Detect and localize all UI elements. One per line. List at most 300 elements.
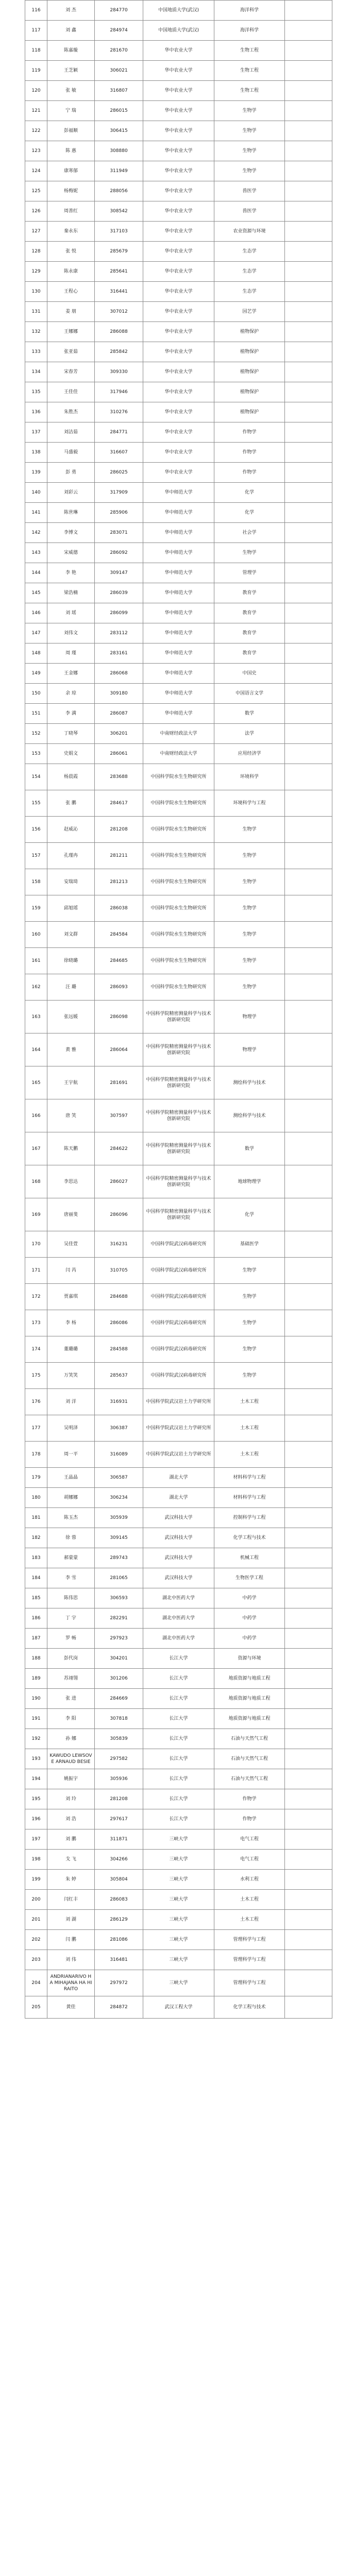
name-cell: 戈 飞 <box>47 1850 95 1870</box>
table-row <box>25 342 332 362</box>
table-row <box>25 1588 332 1608</box>
name-cell: 陈嘉璇 <box>47 41 95 61</box>
row-number-cell: 141 <box>25 503 47 523</box>
institution-cell: 三峡大学 <box>143 1870 214 1890</box>
note-cell <box>285 402 332 422</box>
note-cell <box>285 422 332 443</box>
table-row <box>25 922 332 948</box>
note-cell <box>285 724 332 744</box>
major-cell: 生物学 <box>214 869 285 895</box>
note-cell <box>285 1568 332 1588</box>
id-cell: 286015 <box>95 101 143 121</box>
major-cell: 生物学 <box>214 161 285 181</box>
row-number-cell: 158 <box>25 869 47 895</box>
row-number-cell: 126 <box>25 201 47 222</box>
id-cell: 316089 <box>95 1442 143 1468</box>
major-cell: 生物学 <box>214 1310 285 1336</box>
institution-cell: 武汉科技大学 <box>143 1508 214 1528</box>
table-row <box>25 262 332 282</box>
institution-cell: 华中农业大学 <box>143 101 214 121</box>
row-number-cell: 205 <box>25 1996 47 2019</box>
table-row <box>25 1258 332 1284</box>
note-cell <box>285 704 332 724</box>
name-cell: 唐丽斐 <box>47 1198 95 1231</box>
major-cell: 化学工程与技术 <box>214 1996 285 2019</box>
table-row <box>25 1284 332 1310</box>
institution-cell: 中国地质大学(武汉) <box>143 1 214 21</box>
name-cell: 苏翊翎 <box>47 1669 95 1689</box>
id-cell: 316931 <box>95 1389 143 1415</box>
institution-cell: 中国科学院水生生物研究所 <box>143 790 214 817</box>
note-cell <box>285 1528 332 1548</box>
institution-cell: 华中师范大学 <box>143 543 214 563</box>
row-number-cell: 165 <box>25 1066 47 1099</box>
major-cell: 数学 <box>214 704 285 724</box>
major-cell: 教育学 <box>214 623 285 643</box>
table-row <box>25 1829 332 1850</box>
major-cell: 化学 <box>214 483 285 503</box>
major-cell: 数学 <box>214 1132 285 1165</box>
row-number-cell: 155 <box>25 790 47 817</box>
note-cell <box>285 664 332 684</box>
note-cell <box>285 895 332 922</box>
row-number-cell: 130 <box>25 282 47 302</box>
name-cell: 刘 杰 <box>47 1 95 21</box>
row-number-cell: 143 <box>25 543 47 563</box>
major-cell: 生物工程 <box>214 41 285 61</box>
id-cell: 284974 <box>95 21 143 41</box>
name-cell: 胡娜娜 <box>47 1488 95 1508</box>
table-row <box>25 503 332 523</box>
id-cell: 306387 <box>95 1415 143 1442</box>
id-cell: 285679 <box>95 242 143 262</box>
row-number-cell: 173 <box>25 1310 47 1336</box>
table-row <box>25 141 332 161</box>
name-cell: 张 鹏 <box>47 790 95 817</box>
note-cell <box>285 1198 332 1231</box>
row-number-cell: 160 <box>25 922 47 948</box>
major-cell: 资源与环境 <box>214 1649 285 1669</box>
institution-cell: 中国科学院武汉病毒研究所 <box>143 1284 214 1310</box>
major-cell: 材料科学与工程 <box>214 1488 285 1508</box>
table-row <box>25 1099 332 1132</box>
id-cell: 305939 <box>95 1508 143 1528</box>
id-cell: 316441 <box>95 282 143 302</box>
institution-cell: 华中师范大学 <box>143 704 214 724</box>
table-row <box>25 603 332 623</box>
row-number-cell: 190 <box>25 1689 47 1709</box>
row-number-cell: 129 <box>25 262 47 282</box>
id-cell: 284771 <box>95 422 143 443</box>
id-cell: 286093 <box>95 974 143 1001</box>
row-number-cell: 191 <box>25 1709 47 1729</box>
table-row <box>25 1930 332 1950</box>
name-cell: 刘伟文 <box>47 623 95 643</box>
name-cell: 刘彩云 <box>47 483 95 503</box>
note-cell <box>285 1970 332 1996</box>
name-cell: 刘 鹏 <box>47 1829 95 1850</box>
major-cell: 作物学 <box>214 443 285 463</box>
id-cell: 288056 <box>95 181 143 201</box>
name-cell: 徐 蓉 <box>47 1528 95 1548</box>
note-cell <box>285 1608 332 1629</box>
institution-cell: 三峡大学 <box>143 1970 214 1996</box>
id-cell: 297582 <box>95 1749 143 1769</box>
id-cell: 286039 <box>95 583 143 603</box>
table-row <box>25 974 332 1001</box>
row-number-cell: 144 <box>25 563 47 583</box>
note-cell <box>285 1231 332 1258</box>
table-row <box>25 1950 332 1970</box>
table-body <box>25 1 332 2019</box>
major-cell: 环境科学 <box>214 764 285 790</box>
table-row <box>25 623 332 643</box>
table-row <box>25 161 332 181</box>
institution-cell: 三峡大学 <box>143 1910 214 1930</box>
note-cell <box>285 1508 332 1528</box>
id-cell: 281208 <box>95 817 143 843</box>
table-row <box>25 222 332 242</box>
institution-cell: 华中农业大学 <box>143 362 214 382</box>
major-cell: 生物学 <box>214 141 285 161</box>
name-cell: 闫 鹏 <box>47 1930 95 1950</box>
institution-cell: 中国科学院水生生物研究所 <box>143 843 214 869</box>
table-row <box>25 242 332 262</box>
table-row <box>25 1910 332 1930</box>
note-cell <box>285 1629 332 1649</box>
name-cell: 周一平 <box>47 1442 95 1468</box>
major-cell: 土木工程 <box>214 1415 285 1442</box>
row-number-cell: 125 <box>25 181 47 201</box>
note-cell <box>285 1789 332 1809</box>
major-cell: 应用经济学 <box>214 744 285 764</box>
row-number-cell: 183 <box>25 1548 47 1568</box>
note-cell <box>285 523 332 543</box>
id-cell: 311949 <box>95 161 143 181</box>
note-cell <box>285 1829 332 1850</box>
note-cell <box>285 81 332 101</box>
row-number-cell: 203 <box>25 1950 47 1970</box>
name-cell: 李博文 <box>47 523 95 543</box>
id-cell: 311871 <box>95 1829 143 1850</box>
row-number-cell: 175 <box>25 1363 47 1389</box>
note-cell <box>285 1910 332 1930</box>
table-row <box>25 402 332 422</box>
institution-cell: 中国科学院精密测量科学与技术创新研究院 <box>143 1066 214 1099</box>
id-cell: 307012 <box>95 302 143 322</box>
table-row <box>25 664 332 684</box>
major-cell: 物理学 <box>214 1033 285 1066</box>
major-cell: 水利工程 <box>214 1870 285 1890</box>
note-cell <box>285 61 332 81</box>
note-cell <box>285 1468 332 1488</box>
name-cell: 张 敏 <box>47 81 95 101</box>
major-cell: 石油与天然气工程 <box>214 1749 285 1769</box>
id-cell: 309180 <box>95 684 143 704</box>
major-cell: 植物保护 <box>214 342 285 362</box>
table-row <box>25 1066 332 1099</box>
note-cell <box>285 1729 332 1749</box>
note-cell <box>285 121 332 141</box>
table-row <box>25 744 332 764</box>
institution-cell: 湖北大学 <box>143 1468 214 1488</box>
note-cell <box>285 382 332 402</box>
institution-cell: 长江大学 <box>143 1809 214 1829</box>
institution-cell: 中国科学院精密测量科学与技术创新研究院 <box>143 1165 214 1198</box>
table-row <box>25 843 332 869</box>
table-row <box>25 1809 332 1829</box>
note-cell <box>285 643 332 664</box>
table-row <box>25 869 332 895</box>
note-cell <box>285 764 332 790</box>
row-number-cell: 138 <box>25 443 47 463</box>
row-number-cell: 147 <box>25 623 47 643</box>
institution-cell: 华中农业大学 <box>143 121 214 141</box>
row-number-cell: 193 <box>25 1749 47 1769</box>
name-cell: 李 艳 <box>47 563 95 583</box>
table-row <box>25 1165 332 1198</box>
id-cell: 307597 <box>95 1099 143 1132</box>
name-cell: 杨梅妮 <box>47 181 95 201</box>
institution-cell: 中国科学院武汉岩土力学研究所 <box>143 1389 214 1415</box>
note-cell <box>285 21 332 41</box>
name-cell: 宋威德 <box>47 543 95 563</box>
table-row <box>25 1729 332 1749</box>
id-cell: 308542 <box>95 201 143 222</box>
id-cell: 308880 <box>95 141 143 161</box>
name-cell: 闫红丰 <box>47 1890 95 1910</box>
id-cell: 281670 <box>95 41 143 61</box>
id-cell: 307818 <box>95 1709 143 1729</box>
id-cell: 306587 <box>95 1468 143 1488</box>
note-cell <box>285 503 332 523</box>
institution-cell: 华中农业大学 <box>143 262 214 282</box>
institution-cell: 长江大学 <box>143 1769 214 1789</box>
name-cell: 孔瑾冉 <box>47 843 95 869</box>
row-number-cell: 149 <box>25 664 47 684</box>
row-number-cell: 178 <box>25 1442 47 1468</box>
major-cell: 教育学 <box>214 643 285 664</box>
id-cell: 286083 <box>95 1890 143 1910</box>
table-row <box>25 61 332 81</box>
note-cell <box>285 623 332 643</box>
institution-cell: 华中师范大学 <box>143 603 214 623</box>
row-number-cell: 171 <box>25 1258 47 1284</box>
institution-cell: 中南财经政法大学 <box>143 724 214 744</box>
name-cell: 王金娜 <box>47 664 95 684</box>
row-number-cell: 121 <box>25 101 47 121</box>
id-cell: 286092 <box>95 543 143 563</box>
row-number-cell: 176 <box>25 1389 47 1415</box>
major-cell: 化学 <box>214 1198 285 1231</box>
row-number-cell: 181 <box>25 1508 47 1528</box>
id-cell: 301206 <box>95 1669 143 1689</box>
name-cell: 陈伟思 <box>47 1588 95 1608</box>
major-cell: 法学 <box>214 724 285 744</box>
row-number-cell: 182 <box>25 1528 47 1548</box>
note-cell <box>285 1669 332 1689</box>
row-number-cell: 150 <box>25 684 47 704</box>
table-row <box>25 1970 332 1996</box>
name-cell: 吴明泽 <box>47 1415 95 1442</box>
name-cell: 李 阳 <box>47 1709 95 1729</box>
id-cell: 286025 <box>95 463 143 483</box>
major-cell: 海洋科学 <box>214 1 285 21</box>
id-cell: 305804 <box>95 1870 143 1890</box>
name-cell: 周 瑾 <box>47 643 95 664</box>
name-cell: 王宇航 <box>47 1066 95 1099</box>
table-row <box>25 583 332 603</box>
name-cell: 彭福顺 <box>47 121 95 141</box>
name-cell: 宋春芳 <box>47 362 95 382</box>
major-cell: 生物学 <box>214 543 285 563</box>
table-row <box>25 483 332 503</box>
row-number-cell: 172 <box>25 1284 47 1310</box>
id-cell: 310276 <box>95 402 143 422</box>
id-cell: 281208 <box>95 1789 143 1809</box>
note-cell <box>285 1950 332 1970</box>
row-number-cell: 131 <box>25 302 47 322</box>
table-row <box>25 1310 332 1336</box>
table-row <box>25 1528 332 1548</box>
id-cell: 286064 <box>95 1033 143 1066</box>
name-cell: 王娜娜 <box>47 322 95 342</box>
name-cell: 彭代岗 <box>47 1649 95 1669</box>
note-cell <box>285 1588 332 1608</box>
table-row <box>25 201 332 222</box>
note-cell <box>285 1749 332 1769</box>
note-cell <box>285 1336 332 1363</box>
name-cell: 徐晓璐 <box>47 948 95 974</box>
institution-cell: 中国科学院水生生物研究所 <box>143 974 214 1001</box>
row-number-cell: 151 <box>25 704 47 724</box>
note-cell <box>285 603 332 623</box>
note-cell <box>285 583 332 603</box>
id-cell: 309145 <box>95 1528 143 1548</box>
id-cell: 286061 <box>95 744 143 764</box>
id-cell: 310705 <box>95 1258 143 1284</box>
table-row <box>25 1033 332 1066</box>
note-cell <box>285 1442 332 1468</box>
institution-cell: 中国科学院武汉病毒研究所 <box>143 1336 214 1363</box>
table-row <box>25 81 332 101</box>
note-cell <box>285 974 332 1001</box>
institution-cell: 华中农业大学 <box>143 201 214 222</box>
id-cell: 305936 <box>95 1769 143 1789</box>
id-cell: 317946 <box>95 382 143 402</box>
note-cell <box>285 242 332 262</box>
institution-cell: 华中农业大学 <box>143 242 214 262</box>
name-cell: 陈世琳 <box>47 503 95 523</box>
institution-cell: 华中师范大学 <box>143 623 214 643</box>
institution-cell: 武汉工程大学 <box>143 1996 214 2019</box>
name-cell: 吴佳萱 <box>47 1231 95 1258</box>
major-cell: 教育学 <box>214 583 285 603</box>
row-number-cell: 180 <box>25 1488 47 1508</box>
major-cell: 作物学 <box>214 1789 285 1809</box>
major-cell: 教育学 <box>214 603 285 623</box>
major-cell: 兽医学 <box>214 181 285 201</box>
name-cell: 万笑笑 <box>47 1363 95 1389</box>
institution-cell: 华中师范大学 <box>143 684 214 704</box>
id-cell: 297617 <box>95 1809 143 1829</box>
major-cell: 管理科学与工程 <box>214 1930 285 1950</box>
institution-cell: 华中农业大学 <box>143 181 214 201</box>
table-row <box>25 282 332 302</box>
major-cell: 植物保护 <box>214 402 285 422</box>
name-cell: 王晶晶 <box>47 1468 95 1488</box>
institution-cell: 长江大学 <box>143 1789 214 1809</box>
id-cell: 286086 <box>95 1310 143 1336</box>
institution-cell: 中国科学院水生生物研究所 <box>143 817 214 843</box>
name-cell: 王芝颖 <box>47 61 95 81</box>
note-cell <box>285 1033 332 1066</box>
major-cell: 基础医学 <box>214 1231 285 1258</box>
table-row <box>25 1132 332 1165</box>
major-cell: 生物医学工程 <box>214 1568 285 1588</box>
table-row <box>25 322 332 342</box>
row-number-cell: 122 <box>25 121 47 141</box>
row-number-cell: 134 <box>25 362 47 382</box>
major-cell: 土木工程 <box>214 1910 285 1930</box>
institution-cell: 中国科学院武汉岩土力学研究所 <box>143 1442 214 1468</box>
institution-cell: 中国科学院精密测量科学与技术创新研究院 <box>143 1001 214 1033</box>
institution-cell: 华中师范大学 <box>143 583 214 603</box>
row-number-cell: 128 <box>25 242 47 262</box>
name-cell: 陈天鹏 <box>47 1132 95 1165</box>
note-cell <box>285 302 332 322</box>
major-cell: 管理学 <box>214 563 285 583</box>
institution-cell: 中国科学院武汉岩土力学研究所 <box>143 1415 214 1442</box>
table-row <box>25 1389 332 1415</box>
major-cell: 管理科学与工程 <box>214 1950 285 1970</box>
institution-cell: 华中农业大学 <box>143 402 214 422</box>
table-row <box>25 121 332 141</box>
id-cell: 281691 <box>95 1066 143 1099</box>
row-number-cell: 120 <box>25 81 47 101</box>
institution-cell: 湖北中医药大学 <box>143 1608 214 1629</box>
id-cell: 316807 <box>95 81 143 101</box>
row-number-cell: 162 <box>25 974 47 1001</box>
major-cell: 中药学 <box>214 1608 285 1629</box>
table-row <box>25 1749 332 1769</box>
major-cell: 物理学 <box>214 1001 285 1033</box>
table-row <box>25 543 332 563</box>
id-cell: 284588 <box>95 1336 143 1363</box>
name-cell: 贾嘉琪 <box>47 1284 95 1310</box>
name-cell: 李思达 <box>47 1165 95 1198</box>
institution-cell: 华中师范大学 <box>143 664 214 684</box>
note-cell <box>285 843 332 869</box>
name-cell: 李 杨 <box>47 1310 95 1336</box>
row-number-cell: 164 <box>25 1033 47 1066</box>
major-cell: 地球物理学 <box>214 1165 285 1198</box>
name-cell: 陈玉杰 <box>47 1508 95 1528</box>
major-cell: 植物保护 <box>214 362 285 382</box>
major-cell: 生物学 <box>214 121 285 141</box>
major-cell: 测绘科学与技术 <box>214 1099 285 1132</box>
institution-cell: 长江大学 <box>143 1689 214 1709</box>
id-cell: 316481 <box>95 1950 143 1970</box>
id-cell: 284688 <box>95 1284 143 1310</box>
institution-cell: 中国科学院水生生物研究所 <box>143 895 214 922</box>
note-cell <box>285 463 332 483</box>
id-cell: 284617 <box>95 790 143 817</box>
id-cell: 286038 <box>95 895 143 922</box>
id-cell: 306415 <box>95 121 143 141</box>
table-row <box>25 41 332 61</box>
major-cell: 地质资源与地质工程 <box>214 1669 285 1689</box>
